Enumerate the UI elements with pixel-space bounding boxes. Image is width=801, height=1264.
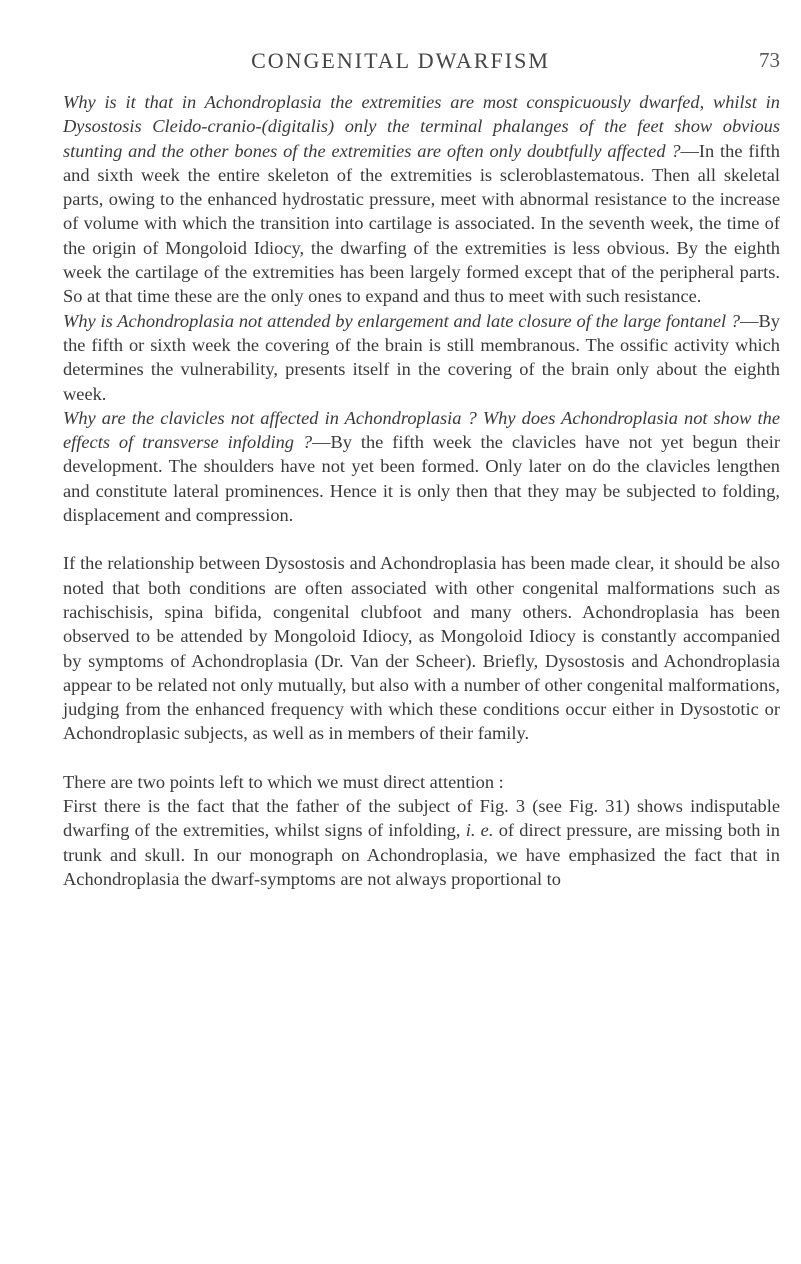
question-text: Why is it that in Achondroplasia the extremities are most conspicuously dwarfed, whilst in Dysostosis Cleido-cranio-(digitalis) only the terminal phalanges of the feet show obvious stunting and the other bones of the extremities are often only doubtfully affected ? [63,92,780,161]
paragraph-relationship: If the relationship between Dysostosis and Achondroplasia has been made clear, it should be also noted that both conditions are often associated with other congenital malformations such as rachischisis, spina bifida, congenital clubfoot and many others. Achondroplasia has been observed to be attended by Mongoloid Idiocy, as Mongoloid Idiocy is constantly accompanied by symptoms of Achondroplasia (Dr. Van der Scheer). Briefly, Dysostosis and Achondroplasia appear to be related not only mutually, but also with a number of other congenital malformations, judging from the enhanced frequency with which these conditions occur either in Dysostotic or Achondroplasic subjects, as well as in members of their family. [63,553,780,744]
page-number: 73 [759,48,780,72]
answer-text: —In the fifth and sixth week the entire skeleton of the extremities is scleroblastematous. Then all skeletal parts, owing to the enhanced hydrostatic pressure, meet with abnormal resistance to the increase of volume with which the transition into cartilage is associated. In the seventh week, the time of the origin of Mongoloid Idiocy, the dwarfing of the extremities is less obvious. By the eighth week the cartilage of the extremities has been largely formed except that of the peripheral parts. So at that time these are the only ones to expand and thus to meet with such resistance. [63,140,780,307]
question-paragraph-3 [63,406,780,527]
paragraph-two-points: There are two points left to which we must direct attention : [63,771,504,792]
question-paragraph-1 [63,90,780,309]
first-point-text: First there is the fact that the father of the subject of Fig. 3 (see Fig. 31) shows indisputable dwarfing of the extremities, whilst signs of infolding, [63,796,780,841]
ie-abbreviation: i. e. [465,820,494,841]
answer-text: —By the fifth or sixth week the covering of the brain is still membranous. The ossific activity which determines the vulnerability, presents itself in the covering of the brain only about the eighth week. [63,310,780,404]
answer-text: —By the fifth week the clavicles have not yet begun their development. The shoulders have not yet been formed. Only later on do the clavicles lengthen and constitute lateral prominences. Hence it is only then that they may be subjected to folding, displacement and compression. [63,432,780,526]
paragraph-first-point [63,794,780,891]
question-paragraph-2 [63,309,780,406]
running-head: CONGENITAL DWARFISM [251,48,550,73]
question-text: Why is Achondroplasia not attended by enlargement and late closure of the large fontanel ? [63,310,741,331]
first-point-continuation: of direct pressure, are missing both in trunk and skull. In our monograph on Achondroplasia, we have emphasized the fact that in Achondroplasia the dwarf-symptoms are not always proportional to [63,820,780,889]
body-text [63,90,780,891]
question-text: Why are the clavicles not affected in Achondroplasia ? Why does Achondroplasia not show the effects of transverse infolding ? [63,407,780,453]
